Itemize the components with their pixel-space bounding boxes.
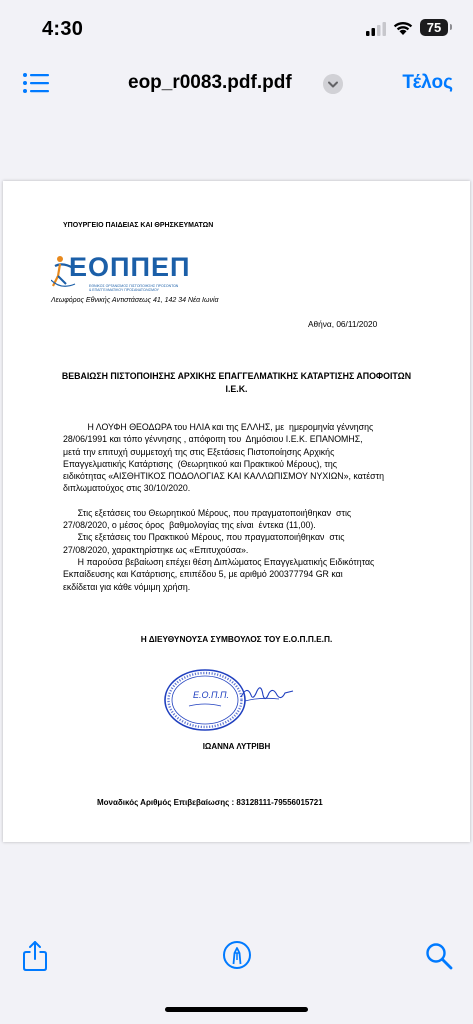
body-line: Στις εξετάσεις του Πρακτικού Μέρους, που πραγματοποιήθηκαν στις xyxy=(63,532,345,543)
home-indicator[interactable] xyxy=(165,1007,308,1012)
search-icon[interactable] xyxy=(425,942,453,970)
body-line: Επαγγελματικής Κατάρτισης (Θεωρητικού και Πρακτικού Μέρους), της xyxy=(63,458,338,469)
body-line: μετά την επιτυχή συμμετοχή της στις Εξετάσεις Πιστοποίησης Αρχικής xyxy=(63,446,335,457)
share-icon[interactable] xyxy=(22,940,48,972)
body-line: 27/08/2020, ο μέσος όρος βαθμολογίας της είναι έντεκα (11,00). xyxy=(63,520,316,531)
status-bar xyxy=(0,0,473,56)
body-line: διπλωματούχος στις 30/10/2020. xyxy=(63,483,191,494)
markup-icon[interactable] xyxy=(222,940,252,970)
svg-text:E.O.Π.Π.: E.O.Π.Π. xyxy=(193,690,230,700)
body-line: 27/08/2020, χαρακτηρίστηκε ως «Επιτυχούσα». xyxy=(63,544,249,555)
signature-icon xyxy=(239,681,295,707)
signer-name: ΙΩΑΝΝΑ ΛΥΤΡΙΒΗ xyxy=(202,742,271,751)
body-line: εκδίδεται για κάθε νόμιμη χρήση. xyxy=(63,581,191,592)
certificate-body xyxy=(63,421,384,593)
battery-cap xyxy=(450,24,452,30)
body-line: Εκπαίδευσης και Κατάρτισης, επιπέδου 5, με αριθμό 200377794 GR και xyxy=(63,569,343,580)
status-time: 4:30 xyxy=(42,18,84,40)
body-line: 28/06/1991 και τόπο γέννησης , απόφοιτη του Δημόσιου Ι.Ε.Κ. ΕΠΑΝΟΜΗΣ, xyxy=(63,434,363,445)
paragraph-spacer xyxy=(63,495,384,507)
done-button[interactable]: Τέλος xyxy=(402,72,453,93)
bottom-toolbar xyxy=(0,930,473,986)
chevron-down-icon[interactable] xyxy=(323,74,343,94)
list-icon[interactable] xyxy=(22,72,50,94)
document-date: Αθήνα, 06/11/2020 xyxy=(308,319,378,329)
cellular-signal-icon xyxy=(366,22,386,36)
body-line: Στις εξετάσεις του Θεωρητικού Μέρους, που πραγματοποιήθηκαν στις xyxy=(63,507,352,518)
ministry-header: ΥΠΟΥΡΓΕΙΟ ΠΑΙΔΕΙΑΣ ΚΑΙ ΘΡΗΣΚΕΥΜΑΤΩΝ xyxy=(63,222,214,229)
organization-address: Λεωφόρος Εθνικής Αντιστάσεως 41, 142 34 Νέα Ιωνία xyxy=(51,297,219,304)
signatory-title: Η ΔΙΕΥΘΥΝΟΥΣΑ ΣΥΜΒΟΥΛΟΣ ΤΟΥ Ε.Ο.Π.Π.Ε.Π. xyxy=(140,634,333,644)
logo-name: ΕΟΠΠΕΠ xyxy=(69,252,191,282)
battery-level: 75 xyxy=(426,20,442,35)
battery-indicator xyxy=(420,19,448,36)
body-line: ειδικότητας «ΑΙΣΘΗΤΙΚΟΣ ΠΟΔΟΛΟΓΙΑΣ ΚΑΙ ΚΑΛΛΩΠΙΣΜΟΥ ΝΥΧΙΩΝ», κατέστη xyxy=(63,471,384,482)
body-line: Η ΛΟΥΦΗ ΘΕΟΔΩΡΑ του ΗΛΙΑ και της ΕΛΛΗΣ, με ημερομηνία γέννησης xyxy=(63,422,374,432)
pdf-page[interactable] xyxy=(3,181,470,842)
logo-subtitle-line: & ΕΠΑΓΓΕΛΜΑΤΙΚΟΥ ΠΡΟΣΑΝΑΤΟΛΙΣΜΟΥ xyxy=(89,288,159,293)
organization-logo xyxy=(51,248,211,294)
logo-subtitle xyxy=(89,284,178,293)
certificate-title-line: ΒΕΒΑΙΩΣΗ ΠΙΣΤΟΠΟΙΗΣΗΣ ΑΡΧΙΚΗΣ ΕΠΑΓΓΕΛΜΑΤΙΚΗΣ ΚΑΤΑΡΤΙΣΗΣ ΑΠΟΦΟΙΤΩΝ xyxy=(61,371,412,381)
certificate-title-line: Ι.Ε.Κ. xyxy=(225,384,248,394)
verification-number: Μοναδικός Αριθμός Επιβεβαίωσης : 83128111-79556015721 xyxy=(97,798,323,807)
logo-subtitle-line: ΕΘΝΙΚΟΣ ΟΡΓΑΝΙΣΜΟΣ ΠΙΣΤΟΠΟΙΗΣΗΣ ΠΡΟΣΟΝΤΩΝ xyxy=(89,284,179,288)
nav-bar xyxy=(0,56,473,112)
certificate-title xyxy=(3,370,470,396)
official-stamp-icon xyxy=(163,668,247,732)
body-line: Η παρούσα βεβαίωση επέχει θέση Διπλώματος Επαγγελματικής Ειδικότητας xyxy=(63,556,375,567)
document-title[interactable]: eop_r0083.pdf.pdf xyxy=(128,72,292,93)
wifi-icon xyxy=(392,20,414,36)
